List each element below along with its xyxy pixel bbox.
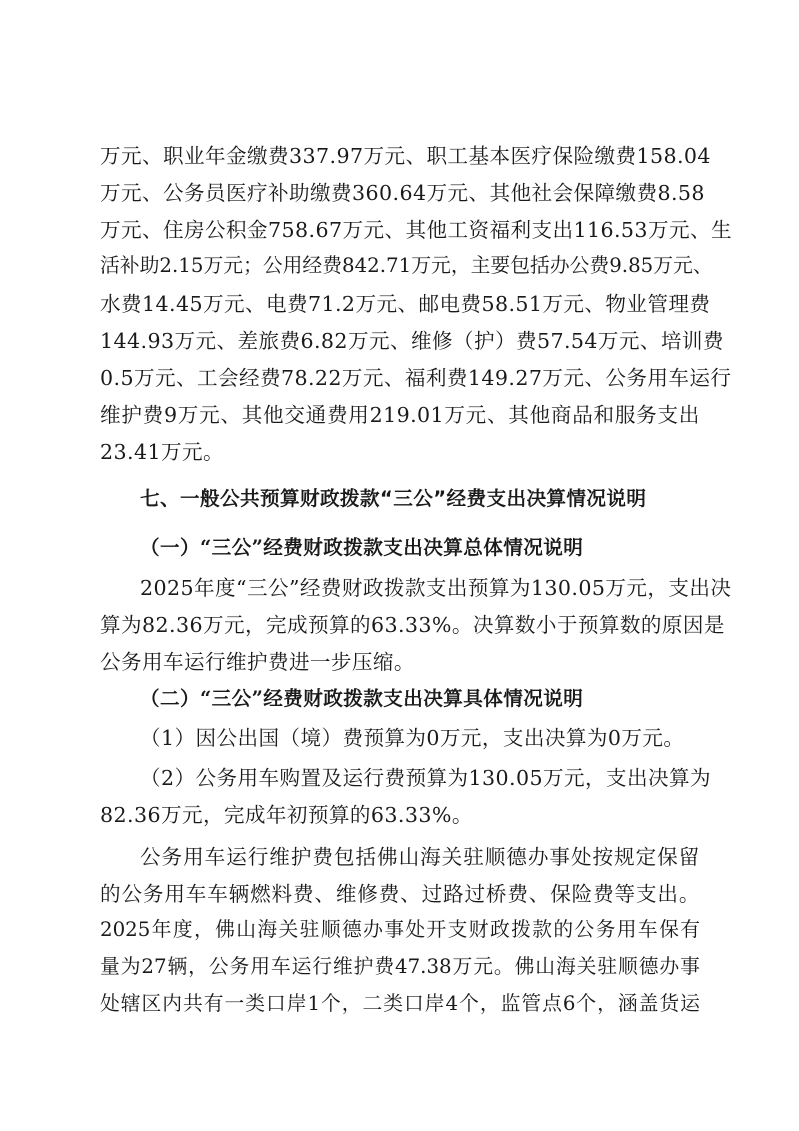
paragraph-line: 2025 年 度 “ 三 公 ” 经 费 财 政 拨 款 支 出 预 算 为 130.05 万 元 ， 支 出 决 [140,575,732,600]
paragraph-line: 万 元 、 职 业 年 金 缴 费 337.97 万 元 、 职 工 基 本 医 疗 保 险 缴 费 158.04 [100,143,711,168]
subsection-heading: （二）“三公”经费财政拨款支出决算具体情况说明 [140,686,584,710]
paragraph-line: 的 公 务 用 车 车 辆 燃 料 费 、 维 修 费 、 过 路 过 桥 费 、 保 险 费 等 支 出 。 [100,881,700,906]
paragraph-line: 0.5 万 元 、 工 会 经 费 78.22 万 元 、 福 利 费 149.27 万 元 、 公 务 用 车 运 行 [100,365,732,390]
paragraph-line: 144.93 万 元 、 差 旅 费 6.82 万 元 、 维 修 （ 护 ） 费 57.54 万 元 、 培 训 费 [100,328,724,353]
paragraph-line: 公 务 用 车 运 行 维 护 费 包 括 佛 山 海 关 驻 顺 德 办 事 处 按 规 定 保 留 [140,844,700,869]
paragraph-line: 量 为 27 辆 ， 公 务 用 车 运 行 维 护 费 47.38 万 元 。 佛 山 海 关 驻 顺 德 办 事 [100,954,700,978]
paragraph-line: 公务用车运行维护费进一步压缩。 [100,649,415,674]
paragraph-line: 万 元 、 公 务 员 医 疗 补 助 缴 费 360.64 万 元 、 其 他 社 会 保 障 缴 费 8.58 [100,180,705,205]
subsection-heading: （一）“三公”经费财政拨款支出决算总体情况说明 [140,535,584,559]
paragraph-line: 82.36万元，完成年初预算的63.33%。 [100,802,473,827]
paragraph-line: 万 元 、 住 房 公 积 金 758.67 万 元 、 其 他 工 资 福 利 支 出 116.53 万 元 、 生 [100,217,732,242]
paragraph-line: （1）因公出国（境）费预算为0万元，支出决算为0万元。 [140,725,685,750]
paragraph-line: 水 费 14.45 万 元 、 电 费 71.2 万 元 、 邮 电 费 58.51 万 元 、 物 业 管 理 费 [100,291,711,316]
paragraph-line: 2025 年 度 ， 佛 山 海 关 驻 顺 德 办 事 处 开 支 财 政 拨 款 的 公 务 用 车 保 有 [100,917,700,941]
paragraph-line: 活 补 助 2.15 万 元 ； 公 用 经 费 842.71 万 元 ， 主 要 包 括 办 公 费 9.85 万 元 、 [100,253,713,277]
paragraph-line: 处 辖 区 内 共 有 一 类 口 岸 1 个 ， 二 类 口 岸 4 个 ， 监 管 点 6 个 ， 涵 盖 货 运 [100,991,700,1015]
paragraph-line: 维 护 费 9 万 元 、 其 他 交 通 费 用 219.01 万 元 、 其 他 商 品 和 服 务 支 出 [100,402,700,427]
paragraph-line: 23.41万元。 [100,439,224,464]
section-heading: 七、一般公共预算财政拨款“三公”经费支出决算情况说明 [140,486,647,510]
paragraph-line: （ 2 ） 公 务 用 车 购 置 及 运 行 费 预 算 为 130.05 万 元 ， 支 出 决 算 为 [140,765,711,790]
paragraph-line: 算 为 82.36 万 元 ， 完 成 预 算 的 63.33% 。 决 算 数 小 于 预 算 数 的 原 因 是 [100,612,725,637]
